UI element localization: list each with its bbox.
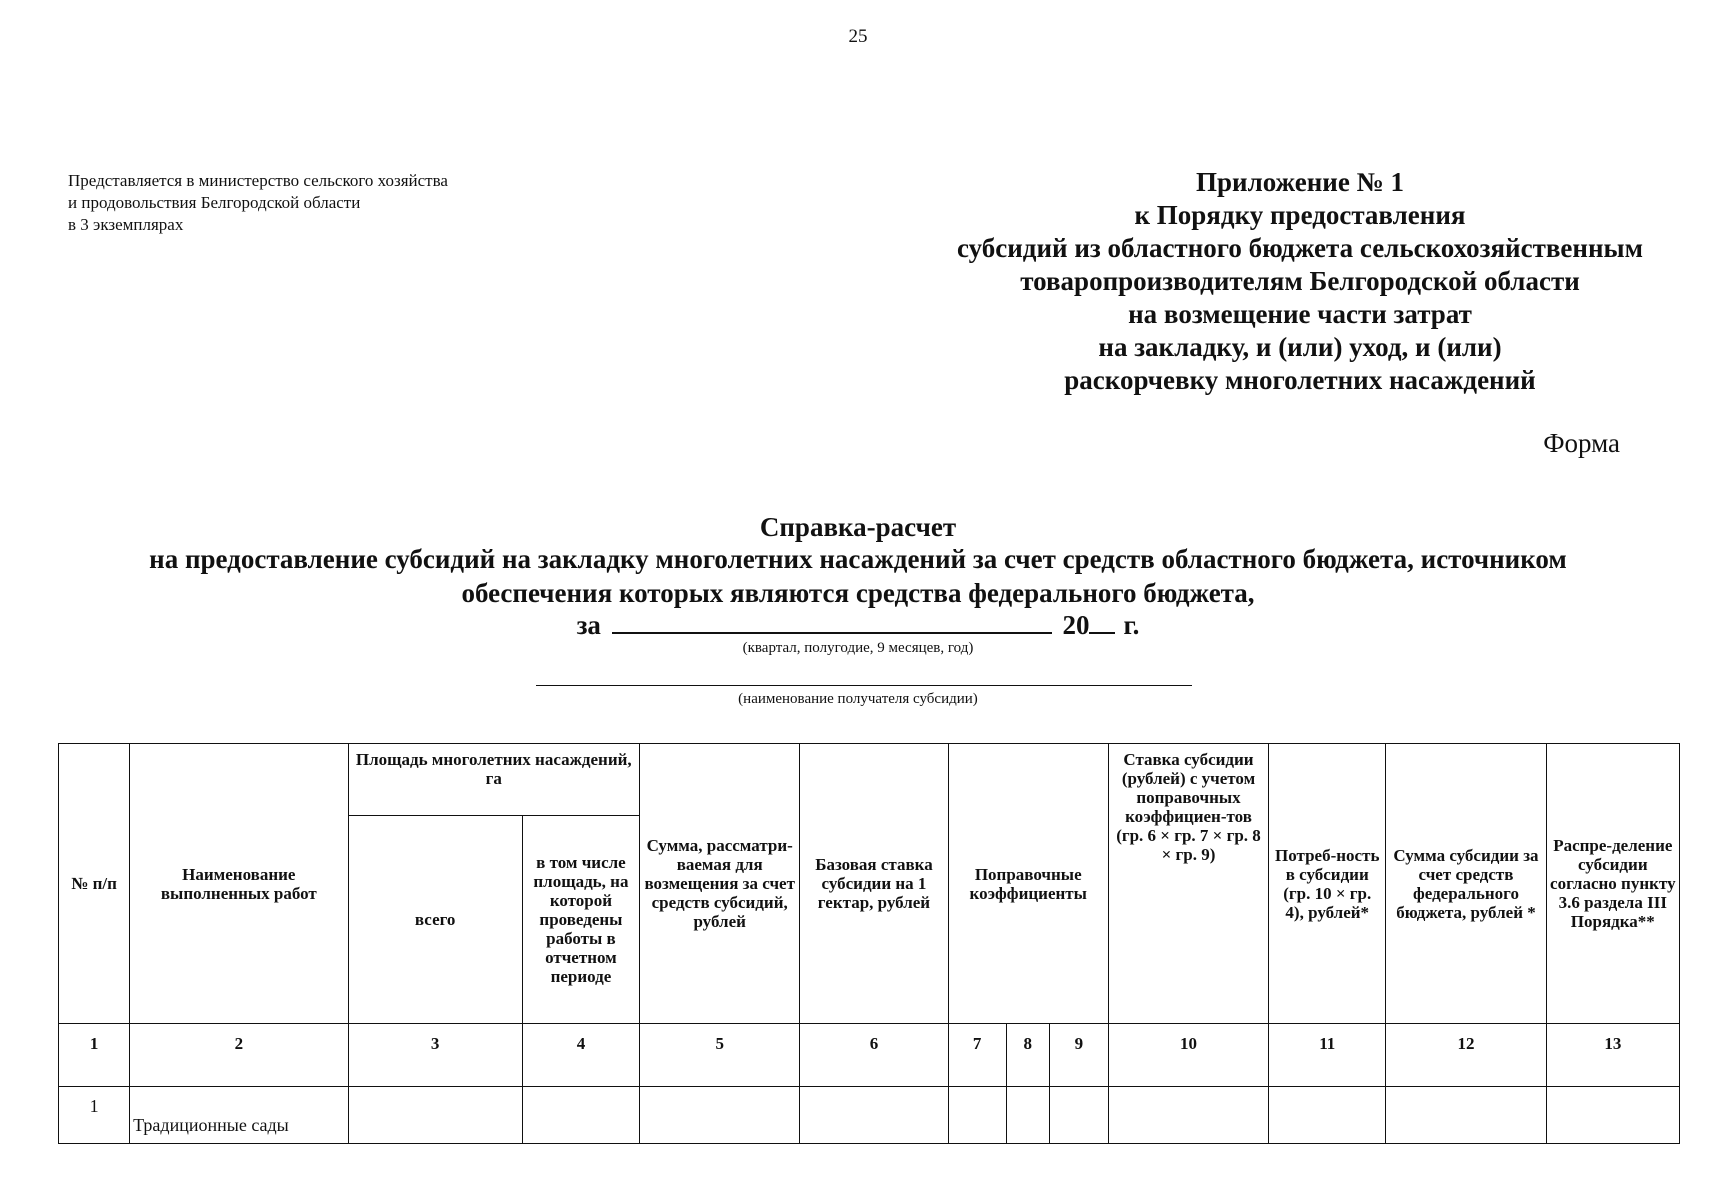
table-cell bbox=[348, 1087, 522, 1144]
subtitle-line: обеспечения которых являются средства федерального бюджета, bbox=[461, 578, 1255, 608]
appendix-line: Приложение № 1 bbox=[1196, 167, 1404, 197]
calculation-table bbox=[58, 743, 1680, 1144]
appendix-line: раскорчевку многолетних насаждений bbox=[1064, 365, 1536, 395]
table-cell bbox=[1269, 1087, 1386, 1144]
column-number: 8 bbox=[1006, 1024, 1049, 1087]
recipient-hint: (наименование получателя субсидии) bbox=[738, 691, 978, 707]
column-number: 5 bbox=[640, 1024, 800, 1087]
column-number: 13 bbox=[1546, 1024, 1679, 1087]
document-title: Справка-расчет bbox=[759, 512, 957, 542]
table-cell bbox=[640, 1087, 800, 1144]
period-hint: (квартал, полугодие, 9 месяцев, год) bbox=[742, 640, 974, 656]
table-cell bbox=[1006, 1087, 1049, 1144]
appendix-line: на закладку, и (или) уход, и (или) bbox=[1098, 332, 1502, 362]
appendix-line: субсидий из областного бюджета сельскохозяйственным bbox=[956, 233, 1644, 263]
table-row bbox=[59, 1087, 1680, 1144]
recipient-blank-line bbox=[536, 685, 1192, 686]
header-area-total: всего bbox=[348, 816, 522, 1024]
form-label: Форма bbox=[1543, 428, 1620, 458]
column-number: 11 bbox=[1269, 1024, 1386, 1087]
period-year-prefix: 20 bbox=[1062, 610, 1090, 640]
subtitle-line: на предоставление субсидий на закладку многолетних насаждений за счет средств областного бюджета, источником bbox=[149, 544, 1567, 574]
header-work-name: Наименование выполненных работ bbox=[130, 744, 348, 1024]
column-number: 7 bbox=[948, 1024, 1006, 1087]
submission-note-line: в 3 экземплярах bbox=[68, 215, 184, 234]
column-number: 1 bbox=[59, 1024, 130, 1087]
table-cell bbox=[1386, 1087, 1546, 1144]
period-blank bbox=[612, 608, 1052, 634]
column-number: 4 bbox=[522, 1024, 639, 1087]
period-suffix: г. bbox=[1123, 610, 1140, 640]
table-cell bbox=[1108, 1087, 1268, 1144]
header-federal-sum: Сумма субсидии за счет средств федерального бюджета, рублей * bbox=[1386, 744, 1546, 1024]
row-number: 1 bbox=[59, 1087, 130, 1144]
header-coefficients: Поправочные коэффициенты bbox=[948, 744, 1108, 1024]
submission-note-line: и продовольствия Белгородской области bbox=[68, 193, 361, 212]
table-cell bbox=[522, 1087, 639, 1144]
column-number: 3 bbox=[348, 1024, 522, 1087]
column-number-row bbox=[59, 1024, 1680, 1087]
header-base-rate: Базовая ставка субсидии на 1 гектар, рублей bbox=[800, 744, 948, 1024]
header-sum: Сумма, рассматри-ваемая для возмещения за счет средств субсидий, рублей bbox=[640, 744, 800, 1024]
header-distribution: Распре-деление субсидии согласно пункту 3.6 раздела III Порядка** bbox=[1546, 744, 1679, 1024]
submission-note bbox=[68, 170, 448, 236]
year-blank bbox=[1089, 608, 1115, 634]
table-cell bbox=[948, 1087, 1006, 1144]
page-number: 25 bbox=[848, 26, 868, 47]
appendix-line: на возмещение части затрат bbox=[1128, 299, 1472, 329]
column-number: 10 bbox=[1108, 1024, 1268, 1087]
table-cell bbox=[1049, 1087, 1108, 1144]
submission-note-line: Представляется в министерство сельского хозяйства bbox=[68, 171, 448, 190]
header-rate-adjusted: Ставка субсидии (рублей) с учетом поправочных коэффициен-тов (гр. 6 × гр. 7 × гр. 8 × гр. 9) bbox=[1108, 744, 1268, 1024]
header-need: Потреб-ность в субсидии (гр. 10 × гр. 4), рублей* bbox=[1269, 744, 1386, 1024]
period-prefix: за bbox=[576, 610, 601, 640]
appendix-header bbox=[820, 166, 1716, 397]
column-number: 12 bbox=[1386, 1024, 1546, 1087]
column-number: 9 bbox=[1049, 1024, 1108, 1087]
column-number: 6 bbox=[800, 1024, 948, 1087]
appendix-line: товаропроизводителям Белгородской области bbox=[1020, 266, 1580, 296]
row-work-name: Традиционные сады bbox=[130, 1087, 348, 1144]
period-line bbox=[0, 608, 1716, 641]
header-num: № п/п bbox=[59, 744, 130, 1024]
header-area-group: Площадь многолетних насаждений, га bbox=[348, 744, 640, 816]
document-subtitle bbox=[0, 542, 1716, 610]
column-number: 2 bbox=[130, 1024, 348, 1087]
table-cell bbox=[800, 1087, 948, 1144]
appendix-line: к Порядку предоставления bbox=[1134, 200, 1466, 230]
table-cell bbox=[1546, 1087, 1679, 1144]
header-area-period: в том числе площадь, на которой проведены работы в отчетном периоде bbox=[522, 816, 639, 1024]
